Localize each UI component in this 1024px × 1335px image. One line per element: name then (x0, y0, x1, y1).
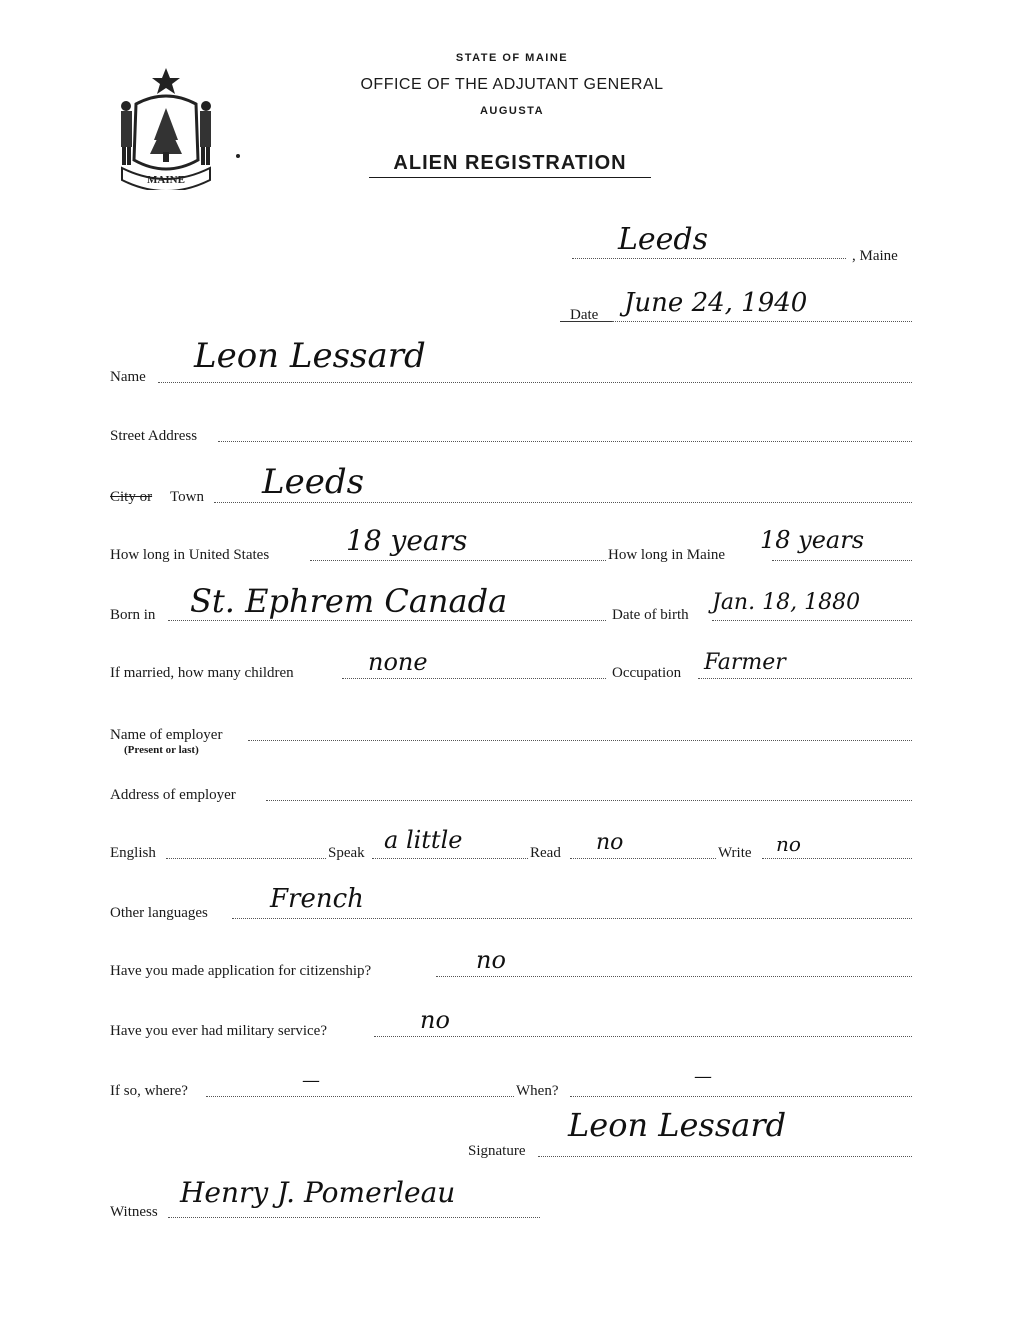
occupation-line (698, 678, 912, 679)
other-languages-label: Other languages (110, 905, 208, 921)
other-languages-value[interactable]: French (270, 884, 364, 914)
city-label-struck: City or (110, 489, 153, 505)
when-line (570, 1096, 912, 1097)
how-long-maine-label: How long in Maine (608, 547, 726, 563)
write-value[interactable]: no (776, 832, 801, 856)
witness-line (168, 1217, 540, 1218)
town-header-line (572, 258, 846, 259)
citizenship-line (436, 976, 912, 977)
citizenship-label: Have you made application for citizenship? (110, 963, 372, 979)
speak-value[interactable]: a little (384, 826, 463, 854)
witness-label: Witness (110, 1204, 158, 1220)
header-city: AUGUSTA (479, 105, 545, 117)
state-of-maine-seal-icon (112, 64, 220, 190)
born-in-label: Born in (110, 607, 156, 623)
read-value[interactable]: no (596, 830, 624, 855)
military-value[interactable]: no (420, 1006, 450, 1034)
how-long-maine-value[interactable]: 18 years (760, 526, 865, 554)
date-value[interactable]: June 24, 1940 (624, 288, 808, 318)
write-label: Write (718, 845, 752, 861)
occupation-value[interactable]: Farmer (704, 650, 786, 675)
citizenship-value[interactable]: no (476, 946, 506, 974)
signature-label: Signature (468, 1143, 526, 1159)
maine-label: , Maine (852, 248, 898, 264)
name-line (158, 382, 912, 383)
town-value[interactable]: Leeds (262, 462, 365, 502)
signature-value[interactable]: Leon Lessard (568, 1106, 787, 1144)
how-long-us-label: How long in United States (110, 547, 270, 563)
occupation-label: Occupation (612, 665, 682, 681)
military-line (374, 1036, 912, 1037)
when-value[interactable]: — (694, 1066, 712, 1087)
header-office: OFFICE OF THE ADJUTANT GENERAL (360, 76, 664, 93)
write-line (762, 858, 912, 859)
town-header-value[interactable]: Leeds (618, 222, 709, 257)
employer-name-label: Name of employer (110, 727, 223, 743)
street-address-line (218, 441, 912, 442)
if-so-where-label: If so, where? (110, 1083, 188, 1099)
date-of-birth-line (712, 620, 912, 621)
employer-name-sublabel: (Present or last) (124, 744, 199, 756)
street-address-label: Street Address (110, 428, 198, 444)
employer-address-label: Address of employer (110, 787, 236, 803)
stray-dot (236, 154, 240, 158)
date-underline (560, 321, 612, 322)
born-in-value[interactable]: St. Ephrem Canada (190, 582, 508, 620)
read-label: Read (530, 845, 561, 861)
married-children-line (342, 678, 606, 679)
employer-address-line (266, 800, 912, 801)
military-label: Have you ever had military service? (110, 1023, 327, 1039)
where-line (206, 1096, 514, 1097)
date-label: Date (570, 307, 599, 323)
name-label: Name (110, 369, 146, 385)
children-value[interactable]: none (368, 648, 428, 676)
date-line (612, 321, 912, 322)
read-line (570, 858, 716, 859)
witness-value[interactable]: Henry J. Pomerleau (180, 1176, 456, 1209)
how-long-us-value[interactable]: 18 years (346, 524, 468, 557)
english-label: English (110, 845, 156, 861)
speak-label: Speak (328, 845, 365, 861)
when-label: When? (516, 1083, 559, 1099)
signature-line (538, 1156, 912, 1157)
married-children-label: If married, how many children (110, 665, 294, 681)
header-state: STATE OF MAINE (455, 52, 569, 64)
english-line (166, 858, 326, 859)
employer-name-line (248, 740, 912, 741)
how-long-maine-line (772, 560, 912, 561)
date-of-birth-label: Date of birth (612, 607, 689, 623)
town-label: Town (170, 489, 204, 505)
other-languages-line (232, 918, 912, 919)
speak-line (372, 858, 528, 859)
how-long-us-line (310, 560, 606, 561)
town-line (214, 502, 912, 503)
form-title: ALIEN REGISTRATION (369, 152, 651, 178)
date-of-birth-value[interactable]: Jan. 18, 1880 (712, 590, 861, 615)
born-in-line (168, 620, 606, 621)
seal-text: MAINE (147, 174, 185, 186)
name-value[interactable]: Leon Lessard (194, 336, 426, 376)
where-value[interactable]: — (302, 1070, 320, 1091)
